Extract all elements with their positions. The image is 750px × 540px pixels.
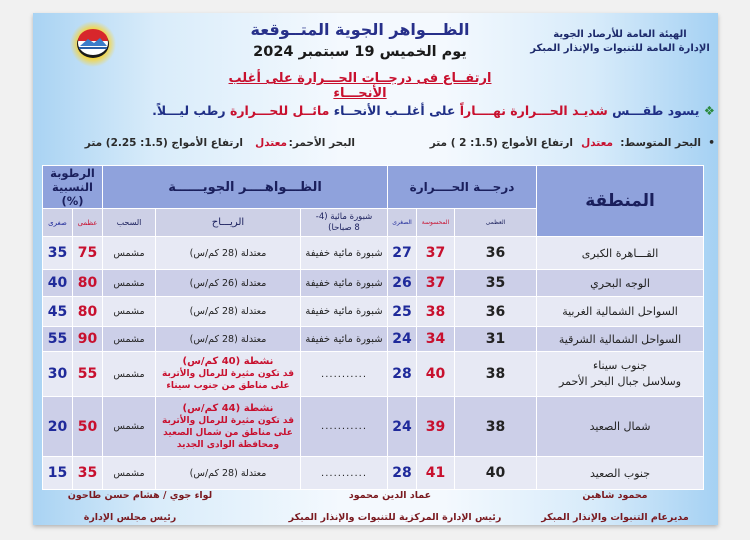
wind-note: على مناطق من جنوب سيناء: [166, 381, 290, 391]
wind: معتدلة (26 كم/س): [156, 270, 301, 297]
fog: شبورة مائية خفيفة: [301, 297, 388, 327]
humidity-max: 90: [73, 327, 103, 352]
temp-max: 38: [455, 397, 537, 457]
temp-max: 40: [455, 457, 537, 490]
signatory-1-name: محمود شاهين: [582, 490, 648, 501]
region-name: جنوب الصعيد: [537, 457, 704, 490]
clouds: مشمس: [103, 297, 156, 327]
fog: ...........: [301, 397, 388, 457]
clouds: مشمس: [103, 457, 156, 490]
region-name: شمال الصعيد: [537, 397, 704, 457]
table-row: [43, 270, 704, 297]
temp-max: 38: [455, 352, 537, 397]
clouds: مشمس: [103, 237, 156, 270]
med-sea-waves: ارتفاع الأمواج (1.5: 2 ) متر: [429, 137, 573, 149]
weather-summary: [150, 103, 715, 118]
wind-note: قد تكون مثيرة للرمال والأتربة: [161, 369, 294, 379]
region-name: السواحل الشمالية الغربية: [537, 297, 704, 327]
bullet-icon: ❖: [703, 103, 715, 118]
signatory-2-title: رئيس الإدارة المركزية للتنبوات والإنذار المبكر: [288, 512, 502, 523]
red-sea-waves: ارتفاع الأمواج (1.5: 2.25) متر: [84, 137, 243, 149]
red-sea-label: البحر الأحمر:: [288, 137, 355, 149]
header-phenomena: الظـــواهــــر الجويــــــة: [103, 166, 388, 209]
humidity-max: 55: [73, 352, 103, 397]
table-row: [43, 397, 704, 457]
humidity-min: 30: [43, 352, 73, 397]
humidity-min: 40: [43, 270, 73, 297]
temp-min: 24: [388, 397, 417, 457]
temp-felt: 38: [417, 297, 455, 327]
header-humidity: الرطوبة النسبية (%): [43, 166, 103, 209]
region-name: [537, 352, 704, 397]
med-sea-state: معتدل: [581, 137, 613, 149]
temp-felt: 40: [417, 352, 455, 397]
org-department: الإدارة العامة للتنبوات والإنذار المبكر: [530, 43, 710, 54]
wind: نشطة (44 كم/س): [182, 402, 274, 414]
header-temp-min: الصغرى: [388, 209, 417, 237]
signatory-1-title: مديرعام التنبوات والإنذار المبكر: [541, 512, 689, 523]
page-title: الظـــواهر الجوية المتــوقعة: [250, 20, 470, 39]
header-wind: الريـــاح: [156, 209, 301, 237]
clouds: مشمس: [103, 352, 156, 397]
header-clouds: السحب: [103, 209, 156, 237]
region-name-line: وسلاسل جبال البحر الأحمر: [559, 375, 682, 388]
humidity-max: 80: [73, 297, 103, 327]
forecast-table: [42, 165, 704, 490]
table-row: [43, 352, 704, 397]
ema-logo-icon: [68, 21, 118, 67]
temp-min: 25: [388, 297, 417, 327]
temp-felt: 37: [417, 237, 455, 270]
wind: معتدلة (28 كم/س): [156, 297, 301, 327]
temp-max: 35: [455, 270, 537, 297]
clouds: مشمس: [103, 270, 156, 297]
fog: ...........: [301, 457, 388, 490]
humidity-max: 75: [73, 237, 103, 270]
summary-part: رطب ليـــلاً.: [152, 103, 230, 118]
humidity-min: 15: [43, 457, 73, 490]
wind-note: ومحافظة الوادى الجديد: [176, 439, 280, 450]
header-fog: شبورة مائية (4-8 صباحا): [301, 209, 388, 237]
clouds: مشمس: [103, 327, 156, 352]
signatory-2-name: عماد الدين محمود: [348, 490, 432, 501]
summary-part-highlight: شديـد الحـــرارة نهــــاراً: [459, 103, 608, 118]
humidity-min: 20: [43, 397, 73, 457]
wind: معتدلة (28 كم/س): [156, 327, 301, 352]
header-humidity-min: صغرى: [43, 209, 73, 237]
summary-part-highlight: مائــل للحـــرارة: [229, 103, 330, 118]
humidity-min: 45: [43, 297, 73, 327]
red-sea-state: معتدل: [255, 137, 287, 149]
wind-warning: [156, 352, 301, 397]
fog: شبورة مائية خفيفة: [301, 270, 388, 297]
humidity-max: 50: [73, 397, 103, 457]
temp-felt: 41: [417, 457, 455, 490]
temp-min: 28: [388, 352, 417, 397]
wind-warning: [156, 397, 301, 457]
wind: نشطة (40 كم/س): [182, 356, 274, 367]
table-row: [43, 237, 704, 270]
humidity-max: 80: [73, 270, 103, 297]
fog: ...........: [301, 352, 388, 397]
summary-part: يسود طقـــس: [607, 103, 700, 118]
humidity-max: 35: [73, 457, 103, 490]
header-temp-max: العظمى: [455, 209, 537, 237]
humidity-min: 55: [43, 327, 73, 352]
forecast-date: يوم الخميس 19 سبتمبر 2024: [253, 44, 467, 60]
clouds: مشمس: [103, 397, 156, 457]
wind: معتدلة (28 كم/س): [156, 457, 301, 490]
med-sea-label: البحر المتوسط:: [620, 137, 701, 149]
temp-felt: 39: [417, 397, 455, 457]
temp-max: 36: [455, 237, 537, 270]
header-region: المنطقة: [537, 166, 704, 237]
region-name-line: جنوب سيناء: [593, 359, 648, 372]
org-name: الهيئة العامة للأرصاد الجوية: [553, 29, 687, 40]
region-name: الوجه البحري: [537, 270, 704, 297]
header-temp-felt: المحسوسة: [417, 209, 455, 237]
humidity-min: 35: [43, 237, 73, 270]
region-name: السواحل الشمالية الشرقية: [537, 327, 704, 352]
temp-max: 31: [455, 327, 537, 352]
temp-felt: 34: [417, 327, 455, 352]
temp-min: 24: [388, 327, 417, 352]
region-name: القـــاهرة الكبرى: [537, 237, 704, 270]
temp-min: 27: [388, 237, 417, 270]
wind: معتدلة (28 كم/س): [156, 237, 301, 270]
header-humidity-max: عظمى: [73, 209, 103, 237]
wind-note: قد تكون مثيرة للرمال والأتربة: [161, 415, 294, 426]
header-temperature: درجـــة الحــــرارة: [388, 166, 537, 209]
temp-max: 36: [455, 297, 537, 327]
table-row: [43, 457, 704, 490]
bullet-icon: •: [708, 137, 715, 149]
temp-felt: 37: [417, 270, 455, 297]
table-row: [43, 327, 704, 352]
signatory-3-name: لواء جوي / هشام حسن طاحون: [67, 490, 213, 501]
table-row: [43, 297, 704, 327]
summary-part: على أغلــب الأنحــاء: [329, 103, 460, 118]
sea-state: [60, 137, 715, 153]
fog: شبورة مائية خفيفة: [301, 327, 388, 352]
headline: ارتفــاع فى درجــات الحـــرارة على أغلب الأنحـــاء: [228, 71, 492, 101]
wind-note: على مناطق من شمال الصعيد: [163, 427, 293, 438]
temp-min: 28: [388, 457, 417, 490]
temp-min: 26: [388, 270, 417, 297]
signatory-3-title: رئيس مجلس الإدارة: [83, 512, 177, 523]
fog: شبورة مائية خفيفة: [301, 237, 388, 270]
